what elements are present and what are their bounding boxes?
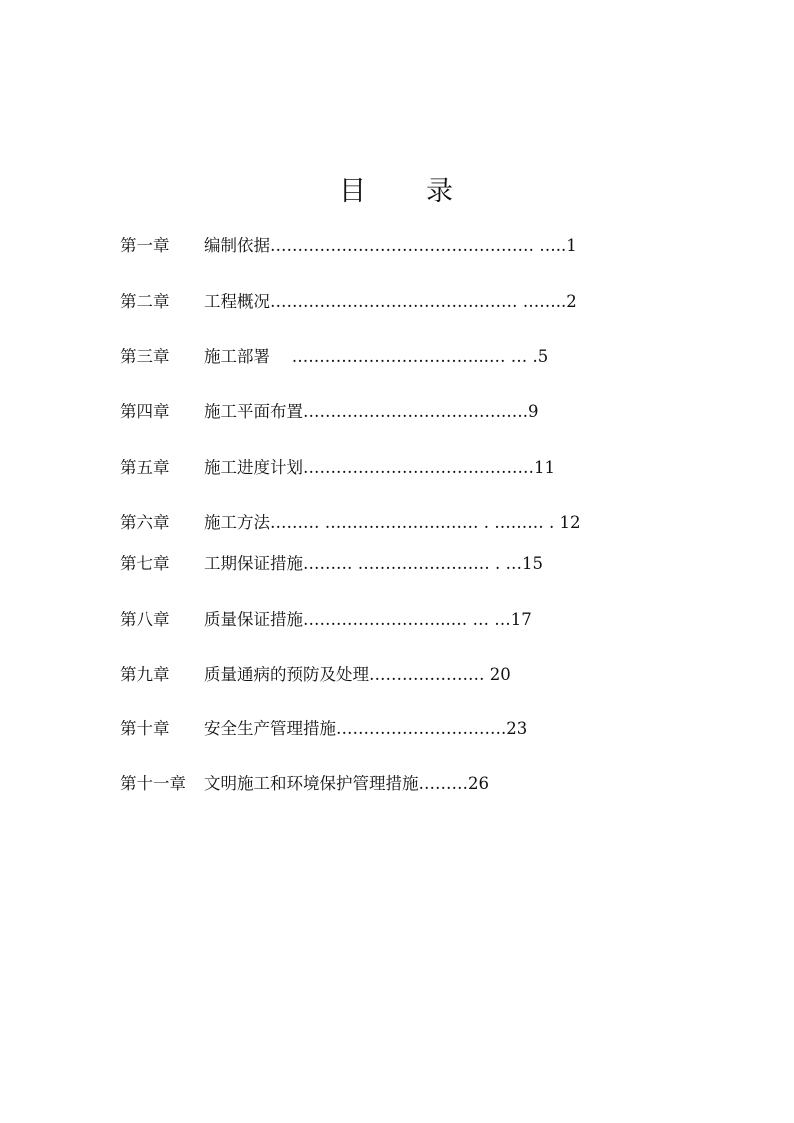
- toc-item: [120, 344, 680, 370]
- toc-chapter-entry: 质量通病的预防及处理………………… 20: [204, 665, 511, 684]
- page-title: 目 录: [339, 176, 455, 207]
- toc-chapter-number: 第十一章: [120, 774, 186, 793]
- toc-item: [120, 771, 680, 797]
- toc-chapter-entry: 工期保证措施……… …………………… . …15: [204, 554, 543, 573]
- toc-chapter-entry: 质量保证措施……………………...… … …17: [204, 610, 532, 629]
- toc-chapter-number: 第五章: [120, 458, 170, 477]
- toc-item: [120, 289, 680, 315]
- toc-chapter-number: 第二章: [120, 292, 170, 311]
- toc-chapter-entry: 施工部署 ……………………………...… … .5: [204, 347, 549, 366]
- toc-item: [120, 455, 680, 481]
- toc-chapter-number: 第九章: [120, 665, 170, 684]
- toc-chapter-entry: 施工进度计划……………………………………11: [204, 458, 555, 477]
- toc-chapter-entry: 施工平面布置……………………………….….9: [204, 402, 539, 421]
- toc-chapter-entry: 工程概况……………………………………… ……..2: [204, 292, 577, 311]
- toc-item: [120, 510, 680, 536]
- toc-chapter-number: 第一章: [120, 236, 170, 255]
- toc-chapter-number: 第六章: [120, 513, 170, 532]
- toc-item: [120, 551, 680, 577]
- toc-chapter-entry: 施工方法……… ………………….…… . ……… . 12: [204, 513, 581, 532]
- toc-chapter-number: 第四章: [120, 402, 170, 421]
- toc-chapter-number: 第七章: [120, 554, 170, 573]
- toc-chapter-number: 第三章: [120, 347, 170, 366]
- toc-item: [120, 607, 680, 633]
- toc-item: [120, 662, 680, 688]
- toc-chapter-entry: 文明施工和环境保护管理措施………26: [204, 774, 489, 793]
- toc-item: [120, 399, 680, 425]
- toc-chapter-entry: 编制依据………………………………………… …..1: [204, 236, 577, 255]
- toc-chapter-number: 第八章: [120, 610, 170, 629]
- toc-item: [120, 233, 680, 259]
- toc-item: [120, 716, 680, 742]
- toc-chapter-number: 第十章: [120, 719, 170, 738]
- toc-chapter-entry: 安全生产管理措施………………………….23: [204, 719, 528, 738]
